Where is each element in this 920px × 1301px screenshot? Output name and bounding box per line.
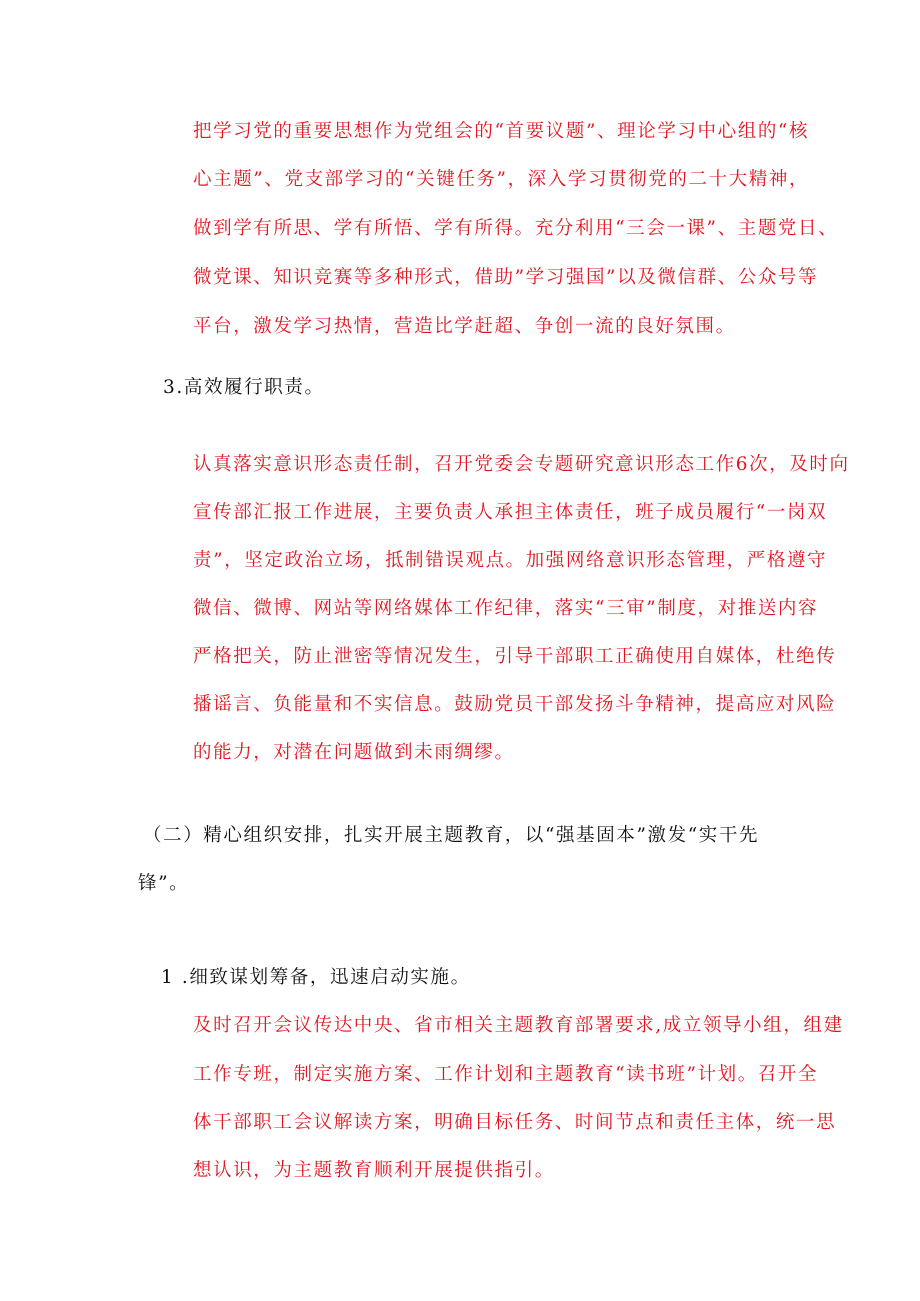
paragraph-line: 播谣言、负能量和不实信息。鼓励党员干部发扬斗争精神，提高应对风险 (193, 694, 837, 715)
paragraph-line: 责”，坚定政治立场，抵制错误观点。加强网络意识形态管理，严格遵守 (193, 550, 828, 571)
paragraph-line: 工作专班，制定实施方案、工作计划和主题教育“读书班”计划。召开全 (193, 1064, 819, 1085)
part-heading-line: 锋”。 (138, 873, 190, 894)
paragraph-line: 体干部职工会议解读方案，明确目标任务、时间节点和责任主体，统一思 (193, 1112, 837, 1133)
paragraph-line: 平台，激发学习热情，营造比学赶超、争创一流的良好氛围。 (193, 316, 736, 337)
paragraph-line: 的能力，对潜在问题做到未雨绸缪。 (193, 742, 515, 763)
paragraph-line: 做到学有所思、学有所悟、学有所得。充分利用“三会一课”、主题党日、 (193, 218, 839, 239)
paragraph-line: 及时召开会议传达中央、省市相关主题教育部署要求,成立领导小组，组建 (193, 1015, 844, 1036)
section-heading: 1 .细致谋划筹备，迅速启动实施。 (161, 967, 471, 988)
paragraph-line: 宣传部汇报工作进展，主要负责人承担主体责任，班子成员履行“一岗双 (193, 502, 828, 523)
paragraph-line: 认真落实意识形态责任制，召开党委会专题研究意识形态工作6次，及时向 (193, 454, 850, 475)
paragraph-line: 想认识，为主题教育顺利开展提供指引。 (193, 1160, 555, 1181)
part-heading-line: （二）精心组织安排，扎实开展主题教育，以“强基固本”激发“实干先 (143, 825, 760, 846)
section-heading: 3.高效履行职责。 (163, 377, 325, 398)
paragraph-line: 微党课、知识竞赛等多种形式，借助”学习强国”以及微信群、公众号等 (193, 267, 819, 288)
paragraph-line: 把学习党的重要思想作为党组会的“首要议题”、理论学习中心组的“核 (193, 121, 810, 142)
paragraph-line: 微信、微博、网站等网络媒体工作纪律，落实“三审”制度，对推送内容 (193, 598, 819, 619)
paragraph-line: 严格把关，防止泄密等情况发生，引导干部职工正确使用自媒体，杜绝传 (193, 646, 837, 667)
paragraph-line: 心主题”、党支部学习的“关键任务”，深入学习贯彻党的二十大精神， (193, 169, 810, 190)
